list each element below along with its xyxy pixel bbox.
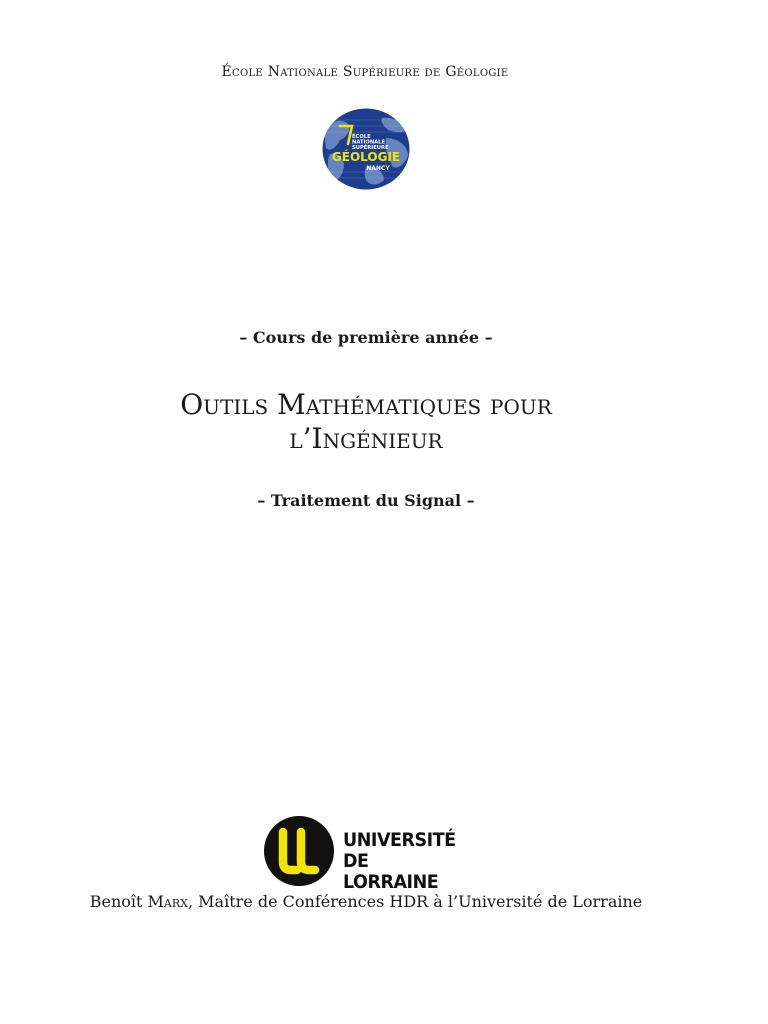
author-last-name: Marx <box>147 892 188 911</box>
logo-line-nancy: NANCY <box>366 165 390 172</box>
logo-line-ecole: ÉCOLE <box>352 134 371 140</box>
universite-de-lorraine-logo <box>263 816 473 893</box>
ul-logo-line-2: DE LORRAINE <box>343 850 439 893</box>
course-level: – Cours de première année – <box>239 328 493 347</box>
ul-logo-line-1: UNIVERSITÉ <box>343 829 456 851</box>
ul-logo-wordmark <box>343 830 463 893</box>
document-title-line-1: Outils Mathématiques pour <box>180 388 552 421</box>
ensg-logo <box>322 108 410 190</box>
document-title-line-2: l’Ingénieur <box>289 422 443 455</box>
author-line <box>0 892 732 911</box>
logo-line-superieure: SUPÉRIEURE <box>352 145 389 151</box>
logo-line-nationale: NATIONALE <box>352 139 386 146</box>
author-first-name: Benoît <box>89 892 143 911</box>
document-title <box>0 388 732 456</box>
document-subtitle: – Traitement du Signal – <box>257 491 475 510</box>
author-affiliation: , Maître de Conférences HDR à l’Université de Lorraine <box>188 892 643 911</box>
logo-line-geologie: GÉOLOGIE <box>331 150 401 164</box>
school-name: École Nationale Supérieure de Géologie <box>221 64 509 80</box>
